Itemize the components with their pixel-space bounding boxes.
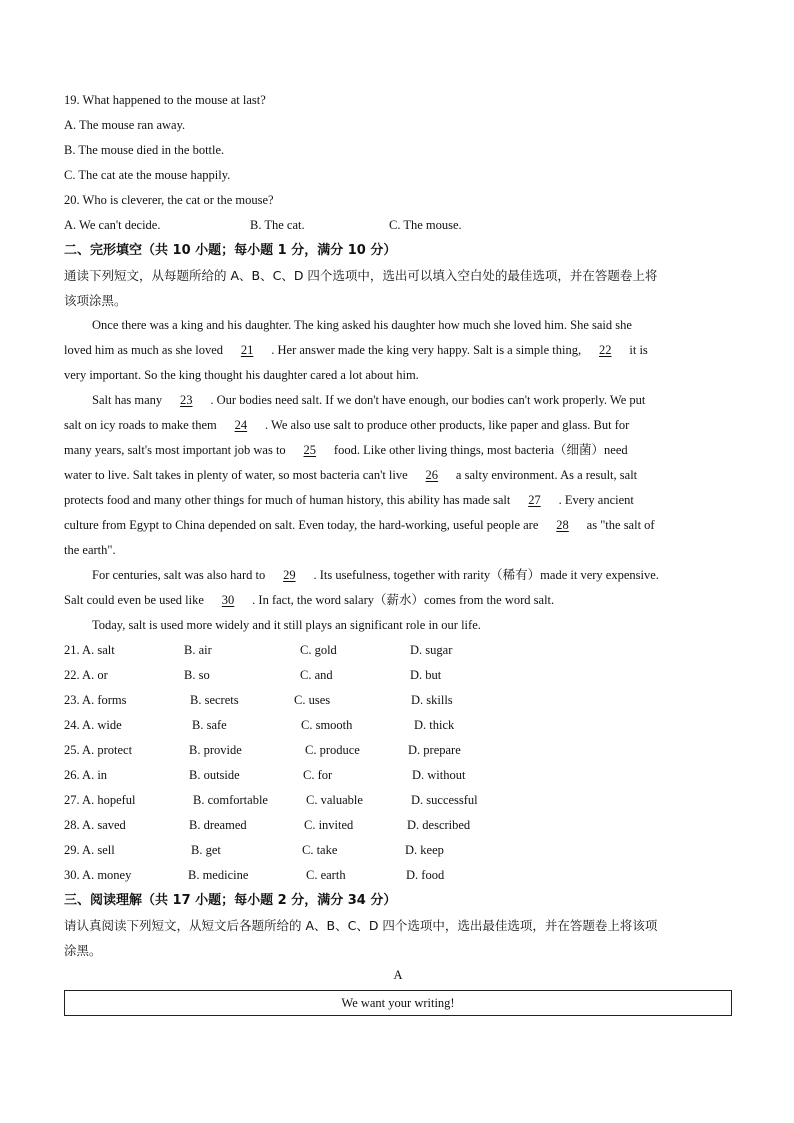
options-row: 24. A. wide B. safe C. smooth D. thick bbox=[64, 718, 455, 732]
options-20 bbox=[64, 213, 732, 238]
options-row: 25. A. protect B. provide C. produce D. prepare bbox=[64, 743, 461, 757]
passage-line: loved him as much as she loved 21 . Her answer made the king very happy. Salt is a simple thing, 22 it is bbox=[64, 338, 732, 363]
option-20a: A. We can't decide. bbox=[64, 218, 161, 232]
blank-30: 30 bbox=[221, 593, 235, 607]
passage-line: Once there was a king and his daughter. The king asked his daughter how much she loved him. She said she bbox=[92, 318, 632, 332]
options-row: 30. A. money B. medicine C. earth D. food bbox=[64, 868, 445, 882]
passage-line: many years, salt's most important job was to 25 food. Like other living things, most bacteria（细菌）need bbox=[64, 438, 732, 463]
section-2-instructions-1: 通读下列短文，从每题所给的 A、B、C、D 四个选项中，选出可以填入空白处的最佳选项，并在答题卷上将 bbox=[64, 268, 658, 283]
section-3-instructions-1: 请认真阅读下列短文，从短文后各题所给的 A、B、C、D 四个选项中，选出最佳选项，并在答题卷上将该项 bbox=[64, 918, 658, 933]
options-row: 23. A. forms B. secrets C. uses D. skills bbox=[64, 693, 453, 707]
question-20: 20. Who is cleverer, the cat or the mouse? bbox=[64, 193, 274, 207]
passage-line: the earth". bbox=[64, 543, 116, 557]
passage-line: Salt could even be used like 30 . In fact, the word salary（薪水）comes from the word salt. bbox=[64, 588, 732, 613]
passage-line: water to live. Salt takes in plenty of water, so most bacteria can't live 26 a salty environment. As a result, salt bbox=[64, 463, 732, 488]
passage-line: protects food and many other things for much of human history, this ability has made salt 27 . Every ancient bbox=[64, 488, 732, 513]
blank-29: 29 bbox=[283, 568, 296, 582]
options-row: 22. A. or B. so C. and D. but bbox=[64, 668, 442, 682]
exam-page bbox=[64, 88, 732, 1016]
blank-28: 28 bbox=[556, 518, 569, 532]
blank-23: 23 bbox=[180, 393, 193, 407]
passage-a-title-box bbox=[64, 990, 732, 1016]
option-19b: B. The mouse died in the bottle. bbox=[64, 143, 225, 157]
blank-26: 26 bbox=[425, 468, 439, 482]
options-row: 28. A. saved B. dreamed C. invited D. described bbox=[64, 818, 471, 832]
passage-line: very important. So the king thought his daughter cared a lot about him. bbox=[64, 368, 419, 382]
section-3-instructions-2: 涂黑。 bbox=[64, 943, 102, 958]
passage-line: salt on icy roads to make them 24 . We also use salt to produce other products, like paper and glass. But for bbox=[64, 413, 732, 438]
passage-line: For centuries, salt was also hard to 29 . Its usefulness, together with rarity（稀有）made it very expensive. bbox=[64, 563, 732, 588]
blank-27: 27 bbox=[528, 493, 541, 507]
passage-a-label: A bbox=[393, 968, 403, 982]
passage-line: Today, salt is used more widely and it still plays an significant role in our life. bbox=[92, 618, 481, 632]
section-2-instructions-2: 该项涂黑。 bbox=[64, 293, 127, 308]
blank-24: 24 bbox=[234, 418, 248, 432]
passage-a-title: We want your writing! bbox=[341, 996, 455, 1010]
blank-25: 25 bbox=[303, 443, 317, 457]
section-3-heading: 三、阅读理解（共 17 小题；每小题 2 分，满分 34 分） bbox=[64, 893, 397, 908]
options-row: 26. A. in B. outside C. for D. without bbox=[64, 768, 466, 782]
option-19a: A. The mouse ran away. bbox=[64, 118, 186, 132]
passage-line: Salt has many 23 . Our bodies need salt. If we don't have enough, our bodies can't work properly. We put bbox=[64, 388, 732, 413]
option-20c: C. The mouse. bbox=[389, 218, 462, 232]
passage-line: culture from Egypt to China depended on salt. Even today, the hard-working, useful people are 28 as "the salt of bbox=[64, 513, 732, 538]
blank-21: 21 bbox=[240, 343, 254, 357]
section-2-heading: 二、完形填空（共 10 小题；每小题 1 分，满分 10 分） bbox=[64, 243, 397, 258]
option-20b: B. The cat. bbox=[250, 218, 305, 232]
options-list bbox=[64, 638, 732, 888]
blank-22: 22 bbox=[599, 343, 612, 357]
options-row: 29. A. sell B. get C. take D. keep bbox=[64, 843, 444, 857]
option-19c: C. The cat ate the mouse happily. bbox=[64, 168, 231, 182]
options-row: 27. A. hopeful B. comfortable C. valuable D. successful bbox=[64, 793, 478, 807]
options-row: 21. A. salt B. air C. gold D. sugar bbox=[64, 643, 453, 657]
question-19: 19. What happened to the mouse at last? bbox=[64, 93, 266, 107]
